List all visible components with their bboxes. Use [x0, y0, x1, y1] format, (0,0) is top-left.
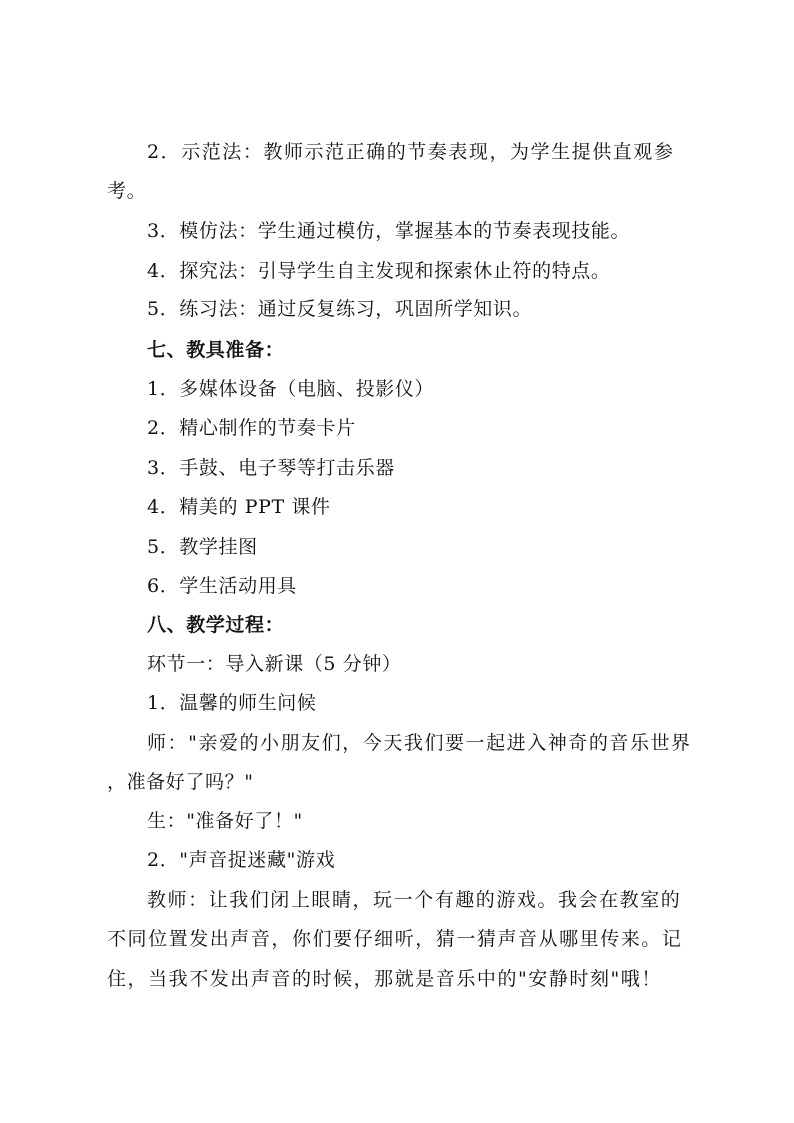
equipment-item-6: 6．学生活动用具 — [147, 575, 297, 597]
equipment-item-4: 4．精美的 PPT 课件 — [147, 496, 331, 518]
method-2-line-2: 考。 — [107, 180, 147, 202]
teacher-greeting-line-1: 师："亲爱的小朋友们，今天我们要一起进入神奇的音乐世界 — [147, 732, 692, 754]
game-text-line-2: 不同位置发出声音，你们要仔细听，猜一猜声音从哪里传来。记 — [107, 928, 683, 950]
game-text-line-3: 住，当我不发出声音的时候，那就是音乐中的"安静时刻"哦！ — [107, 968, 662, 990]
equipment-item-1: 1．多媒体设备（电脑、投影仪） — [147, 378, 435, 400]
method-5: 5．练习法：通过反复练习，巩固所学知识。 — [147, 298, 533, 320]
step-1-title: 1．温馨的师生问候 — [147, 692, 317, 714]
section-8-heading: 八、教学过程： — [147, 614, 285, 636]
method-3: 3．模仿法：学生通过模仿，掌握基本的节奏表现技能。 — [147, 220, 631, 242]
stage-1-title: 环节一：导入新课（5 分钟） — [147, 653, 402, 675]
step-2-title: 2．"声音捉迷藏"游戏 — [147, 849, 336, 871]
equipment-item-3: 3．手鼓、电子琴等打击乐器 — [147, 457, 395, 479]
student-reply: 生："准备好了！" — [147, 810, 303, 832]
section-7-heading: 七、教具准备： — [147, 339, 285, 361]
equipment-item-5: 5．教学挂图 — [147, 536, 258, 558]
method-4: 4．探究法：引导学生自主发现和探索休止符的特点。 — [147, 260, 611, 282]
teacher-greeting-line-2: ，准备好了吗？" — [107, 771, 254, 793]
game-text-line-1: 教师：让我们闭上眼睛，玩一个有趣的游戏。我会在教室的 — [147, 889, 682, 911]
method-2-line-1: 2．示范法：教师示范正确的节奏表现，为学生提供直观参 — [147, 141, 675, 163]
equipment-item-2: 2．精心制作的节奏卡片 — [147, 417, 356, 439]
